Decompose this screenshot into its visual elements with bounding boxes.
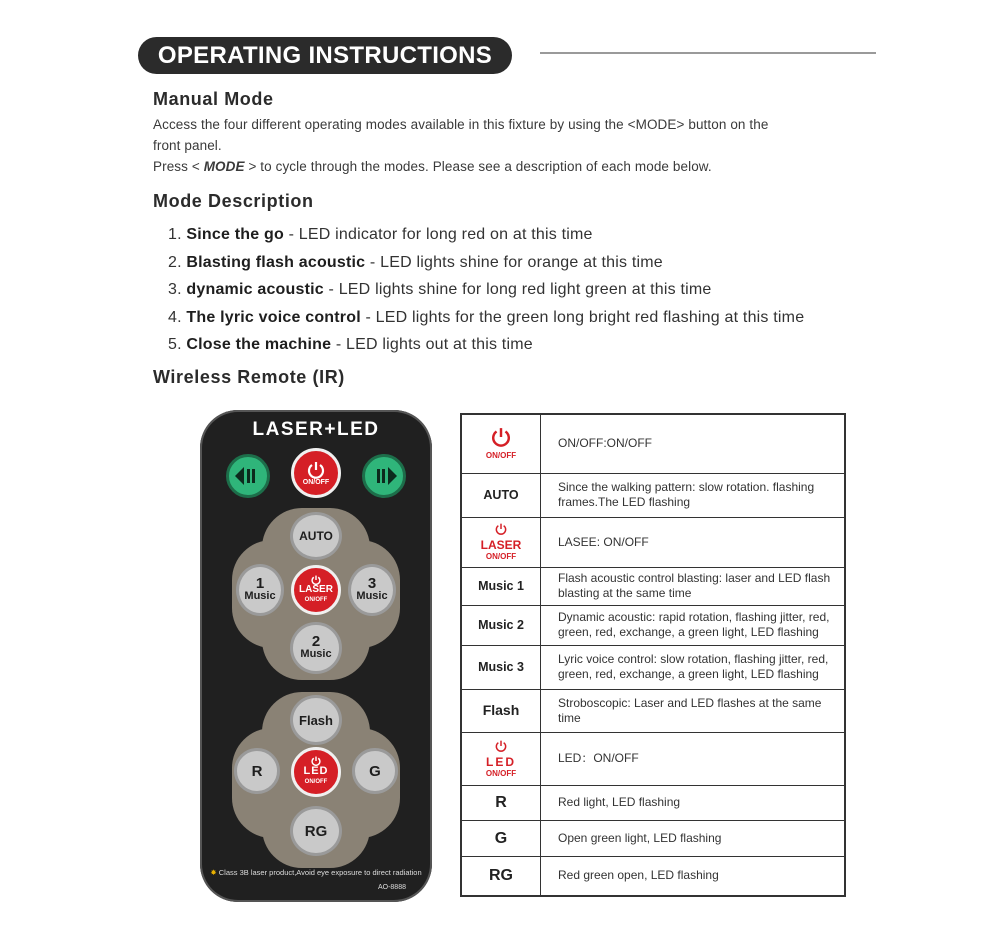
remote-warning: ✸ Class 3B laser product,Avoid eye exposure to direct radiation (210, 868, 422, 877)
r-button[interactable]: R (234, 748, 280, 794)
list-item: 1. Since the go - LED indicator for long red on at this time (168, 226, 593, 243)
table-row (461, 856, 845, 896)
key-cell: G (461, 820, 541, 856)
power-icon (491, 427, 511, 447)
table-row (461, 732, 845, 785)
table-row (461, 820, 845, 856)
table-row (461, 517, 845, 567)
description-cell: LASEE: ON/OFF (541, 517, 846, 567)
manual-mode-line-3 (153, 156, 712, 177)
key-cell: RG (461, 856, 541, 896)
manual-mode-line-2: front panel. (153, 138, 222, 153)
key-cell: AUTO (461, 473, 541, 517)
music-3-button[interactable]: 3 Music (348, 564, 396, 616)
mode-keyword: MODE (203, 159, 245, 174)
key-cell: Music 2 (461, 605, 541, 645)
description-cell: Since the walking pattern: slow rotation. flashing frames.The LED flashing (541, 473, 846, 517)
description-cell: Lyric voice control: slow rotation, flashing jitter, red, green, red, exchange, a green light, LED flashing (541, 645, 846, 689)
list-item: 2. Blasting flash acoustic - LED lights shine for orange at this time (168, 253, 663, 271)
auto-button[interactable]: AUTO (290, 512, 342, 560)
table-row (461, 567, 845, 605)
mode-description-heading: Mode Description (153, 191, 314, 211)
table-row (461, 605, 845, 645)
key-cell: LED ON/OFF (461, 732, 541, 785)
power-icon (495, 523, 507, 535)
mode-list (168, 221, 804, 359)
description-cell: Red green open, LED flashing (541, 856, 846, 896)
key-cell: Flash (461, 689, 541, 732)
next-button[interactable] (362, 454, 406, 498)
list-item: 3. dynamic acoustic - LED lights shine for long red light green at this time (168, 281, 712, 298)
wireless-remote-heading: Wireless Remote (IR) (153, 367, 345, 387)
key-cell: ON/OFF (461, 414, 541, 473)
table-row (461, 473, 845, 517)
power-button[interactable] (291, 448, 341, 498)
power-icon (307, 461, 325, 479)
power-icon (495, 740, 507, 752)
cycle-text: > to cycle through the modes. Please see a description of each mode below. (244, 159, 712, 174)
description-cell: Stroboscopic: Laser and LED flashes at the same time (541, 689, 846, 732)
key-cell: R (461, 785, 541, 820)
table-row (461, 414, 845, 473)
music-2-button[interactable]: 2 Music (290, 622, 342, 674)
list-item: 5. Close the machine - LED lights out at this time (168, 336, 533, 353)
laser-warning-icon: ✸ (210, 868, 217, 877)
description-cell: ON/OFF:ON/OFF (541, 414, 846, 473)
remote-model: AO-8888 (377, 884, 406, 891)
description-cell: LED：ON/OFF (541, 732, 846, 785)
press-text: Press < (153, 159, 204, 174)
laser-button[interactable]: LASER ON/OFF (291, 565, 341, 615)
list-item: 4. The lyric voice control - LED lights for the green long bright red flashing at this time (168, 308, 805, 326)
description-cell: Open green light, LED flashing (541, 820, 846, 856)
key-cell: Music 1 (461, 567, 541, 605)
table-row (461, 645, 845, 689)
banner-divider (540, 52, 876, 54)
table-row (461, 689, 845, 732)
music-1-button[interactable]: 1 Music (236, 564, 284, 616)
rg-button[interactable]: RG (290, 806, 342, 856)
power-label: ON/OFF (302, 478, 330, 486)
next-arrow-icon (371, 466, 397, 486)
g-button[interactable]: G (352, 748, 398, 794)
led-button[interactable]: LED ON/OFF (291, 747, 341, 797)
remote-keys-table (460, 413, 846, 897)
description-cell: Dynamic acoustic: rapid rotation, flashing jitter, red, green, red, exchange, a green light, LED flashing (541, 605, 846, 645)
manual-mode-line-1: Access the four different operating modes available in this fixture by using the <MODE> button on the (153, 117, 769, 132)
flash-button[interactable]: Flash (290, 695, 342, 745)
description-cell: Red light, LED flashing (541, 785, 846, 820)
key-cell: Music 3 (461, 645, 541, 689)
prev-arrow-icon (235, 466, 261, 486)
manual-mode-heading: Manual Mode (153, 89, 274, 109)
section-banner: OPERATING INSTRUCTIONS (138, 37, 512, 74)
prev-button[interactable] (226, 454, 270, 498)
remote-control (200, 410, 432, 902)
key-cell: LASER ON/OFF (461, 517, 541, 567)
description-cell: Flash acoustic control blasting: laser and LED flash blasting at the same time (541, 567, 846, 605)
table-row (461, 785, 845, 820)
remote-title: LASER+LED (252, 419, 380, 440)
